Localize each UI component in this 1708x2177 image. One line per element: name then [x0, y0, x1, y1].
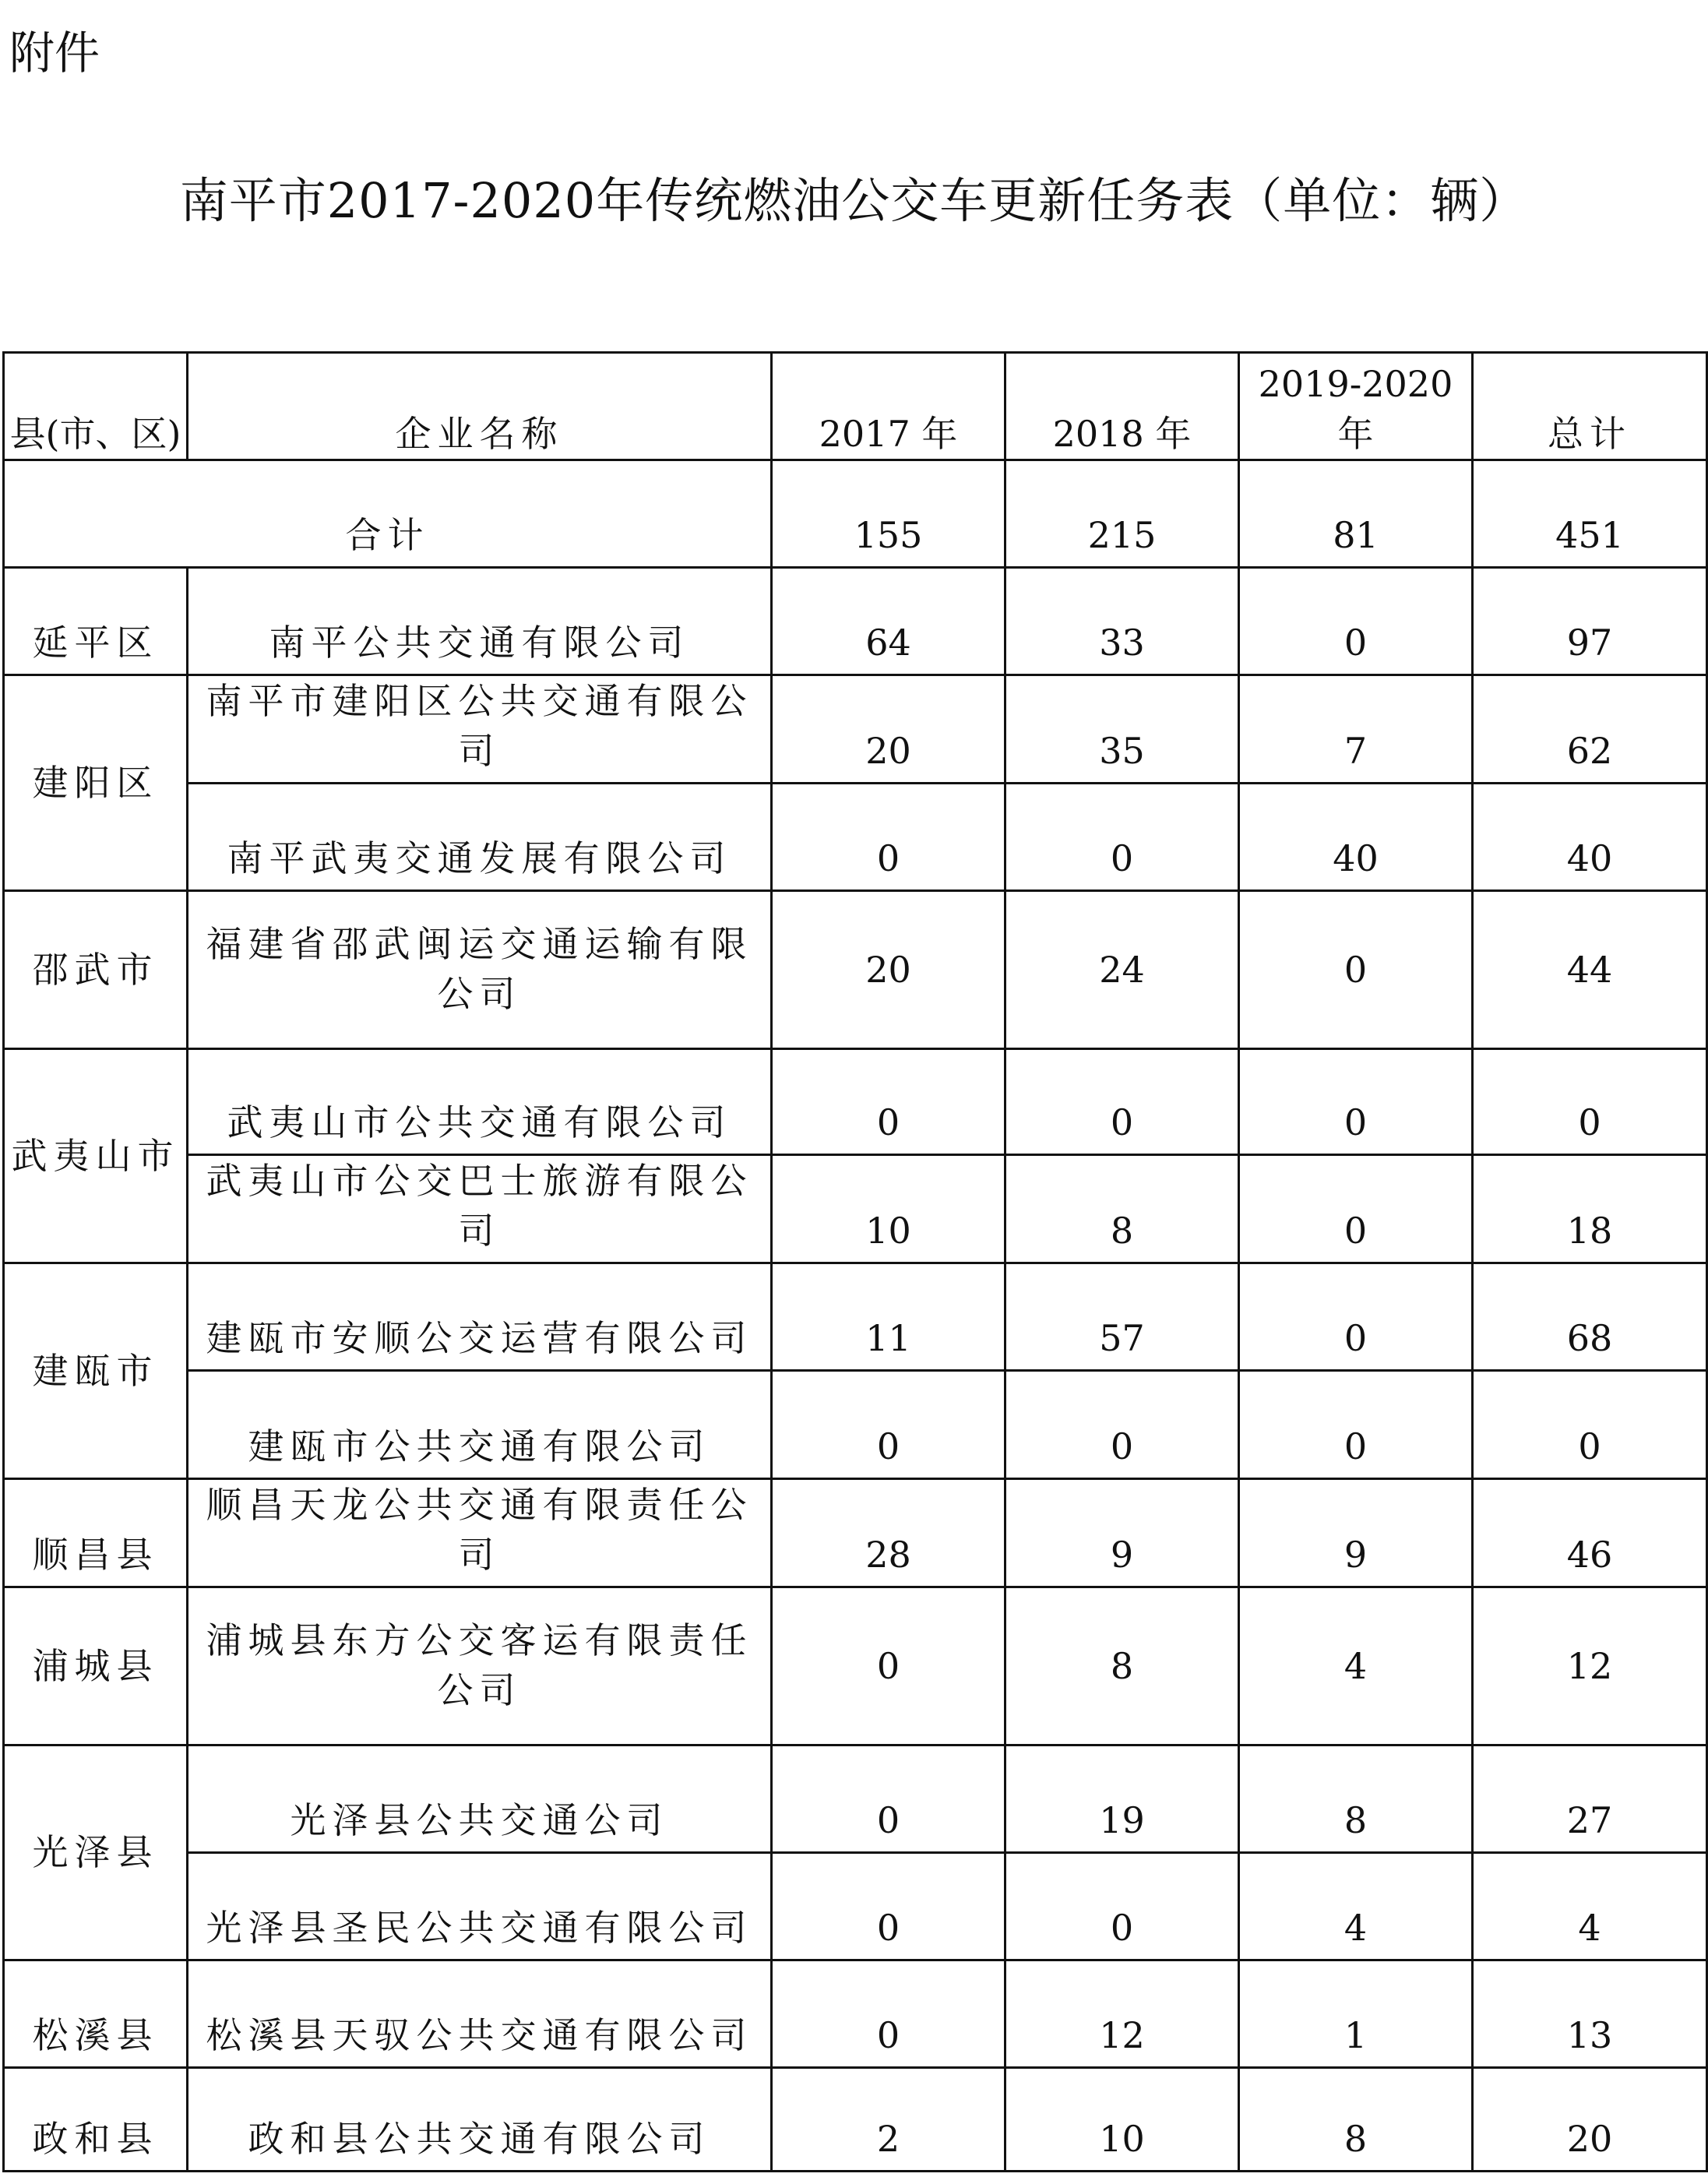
total-2018: 215	[1005, 460, 1239, 568]
table-row	[4, 2067, 1707, 2171]
value-2017: 0	[772, 1852, 1005, 1960]
value-total: 68	[1473, 1263, 1707, 1371]
total-total: 451	[1473, 460, 1707, 568]
value-2018: 8	[1005, 1155, 1239, 1263]
value-2017: 0	[772, 1371, 1005, 1478]
company-cell: 顺昌天龙公共交通有限责任公司	[188, 1478, 772, 1587]
value-2019-2020: 0	[1239, 891, 1473, 1049]
value-total: 0	[1473, 1371, 1707, 1478]
header-2019-2020: 2019-2020 年	[1239, 353, 1473, 460]
company-cell: 武夷山市公共交通有限公司	[188, 1049, 772, 1155]
header-company: 企业名称	[188, 353, 772, 460]
total-row	[4, 460, 1707, 568]
value-2017: 0	[772, 1960, 1005, 2067]
value-2018: 33	[1005, 568, 1239, 675]
value-2019-2020: 1	[1239, 1960, 1473, 2067]
value-2018: 57	[1005, 1263, 1239, 1371]
table-row	[4, 1155, 1707, 1263]
value-2017: 0	[772, 1049, 1005, 1155]
value-2017: 20	[772, 891, 1005, 1049]
company-cell: 南平公共交通有限公司	[188, 568, 772, 675]
value-2017: 10	[772, 1155, 1005, 1263]
value-2017: 28	[772, 1478, 1005, 1587]
value-2018: 8	[1005, 1587, 1239, 1745]
table-row	[4, 784, 1707, 891]
table-row	[4, 1478, 1707, 1587]
value-2017: 11	[772, 1263, 1005, 1371]
value-total: 40	[1473, 784, 1707, 891]
value-2017: 0	[772, 784, 1005, 891]
header-total: 总计	[1473, 353, 1707, 460]
page-title: 南平市2017-2020年传统燃油公交车更新任务表（单位：辆）	[179, 172, 1529, 229]
value-2019-2020: 0	[1239, 1371, 1473, 1478]
region-cell: 武夷山市	[4, 1049, 188, 1263]
value-2018: 35	[1005, 675, 1239, 784]
value-total: 44	[1473, 891, 1707, 1049]
table-row	[4, 1587, 1707, 1745]
company-cell: 建瓯市安顺公交运营有限公司	[188, 1263, 772, 1371]
value-2017: 0	[772, 1587, 1005, 1745]
value-2019-2020: 0	[1239, 568, 1473, 675]
vehicle-update-task-table	[2, 351, 1708, 2172]
header-row	[4, 353, 1707, 460]
table-row	[4, 1852, 1707, 1960]
table-row	[4, 1960, 1707, 2067]
region-cell: 顺昌县	[4, 1478, 188, 1587]
region-cell: 建瓯市	[4, 1263, 188, 1478]
value-2018: 10	[1005, 2067, 1239, 2171]
value-2019-2020: 0	[1239, 1155, 1473, 1263]
company-cell: 南平市建阳区公共交通有限公司	[188, 675, 772, 784]
region-cell: 邵武市	[4, 891, 188, 1049]
value-total: 46	[1473, 1478, 1707, 1587]
value-2018: 19	[1005, 1745, 1239, 1852]
company-cell: 松溪县天驭公共交通有限公司	[188, 1960, 772, 2067]
region-cell: 浦城县	[4, 1587, 188, 1745]
value-2017: 64	[772, 568, 1005, 675]
value-2018: 0	[1005, 1371, 1239, 1478]
company-cell: 浦城县东方公交客运有限责任公司	[188, 1587, 772, 1745]
header-region: 县(市、区)	[4, 353, 188, 460]
company-cell: 南平武夷交通发展有限公司	[188, 784, 772, 891]
company-cell: 建瓯市公共交通有限公司	[188, 1371, 772, 1478]
value-2018: 24	[1005, 891, 1239, 1049]
table-row	[4, 1371, 1707, 1478]
value-total: 12	[1473, 1587, 1707, 1745]
company-cell: 光泽县公共交通公司	[188, 1745, 772, 1852]
value-2019-2020: 7	[1239, 675, 1473, 784]
region-cell: 松溪县	[4, 1960, 188, 2067]
value-2019-2020: 8	[1239, 1745, 1473, 1852]
value-2018: 0	[1005, 1852, 1239, 1960]
value-2019-2020: 4	[1239, 1587, 1473, 1745]
table-row	[4, 1263, 1707, 1371]
header-2017: 2017 年	[772, 353, 1005, 460]
value-2018: 0	[1005, 1049, 1239, 1155]
company-cell: 武夷山市公交巴士旅游有限公司	[188, 1155, 772, 1263]
value-2017: 2	[772, 2067, 1005, 2171]
value-total: 97	[1473, 568, 1707, 675]
total-label: 合计	[4, 460, 772, 568]
total-2019-2020: 81	[1239, 460, 1473, 568]
region-cell: 政和县	[4, 2067, 188, 2171]
table-row	[4, 568, 1707, 675]
value-2019-2020: 0	[1239, 1263, 1473, 1371]
value-2019-2020: 4	[1239, 1852, 1473, 1960]
table-row	[4, 891, 1707, 1049]
region-cell: 建阳区	[4, 675, 188, 891]
table-row	[4, 1745, 1707, 1852]
total-2017: 155	[772, 460, 1005, 568]
value-total: 13	[1473, 1960, 1707, 2067]
value-2018: 12	[1005, 1960, 1239, 2067]
value-2019-2020: 0	[1239, 1049, 1473, 1155]
region-cell: 光泽县	[4, 1745, 188, 1960]
value-2019-2020: 40	[1239, 784, 1473, 891]
table-row	[4, 1049, 1707, 1155]
value-total: 27	[1473, 1745, 1707, 1852]
value-2019-2020: 9	[1239, 1478, 1473, 1587]
value-total: 62	[1473, 675, 1707, 784]
value-2017: 0	[772, 1745, 1005, 1852]
table-row	[4, 675, 1707, 784]
header-2018: 2018 年	[1005, 353, 1239, 460]
value-total: 18	[1473, 1155, 1707, 1263]
company-cell: 政和县公共交通有限公司	[188, 2067, 772, 2171]
value-total: 4	[1473, 1852, 1707, 1960]
value-total: 20	[1473, 2067, 1707, 2171]
value-total: 0	[1473, 1049, 1707, 1155]
attachment-label: 附件	[9, 26, 100, 79]
region-cell: 延平区	[4, 568, 188, 675]
value-2017: 20	[772, 675, 1005, 784]
value-2018: 9	[1005, 1478, 1239, 1587]
company-cell: 光泽县圣民公共交通有限公司	[188, 1852, 772, 1960]
company-cell: 福建省邵武闽运交通运输有限公司	[188, 891, 772, 1049]
value-2018: 0	[1005, 784, 1239, 891]
value-2019-2020: 8	[1239, 2067, 1473, 2171]
